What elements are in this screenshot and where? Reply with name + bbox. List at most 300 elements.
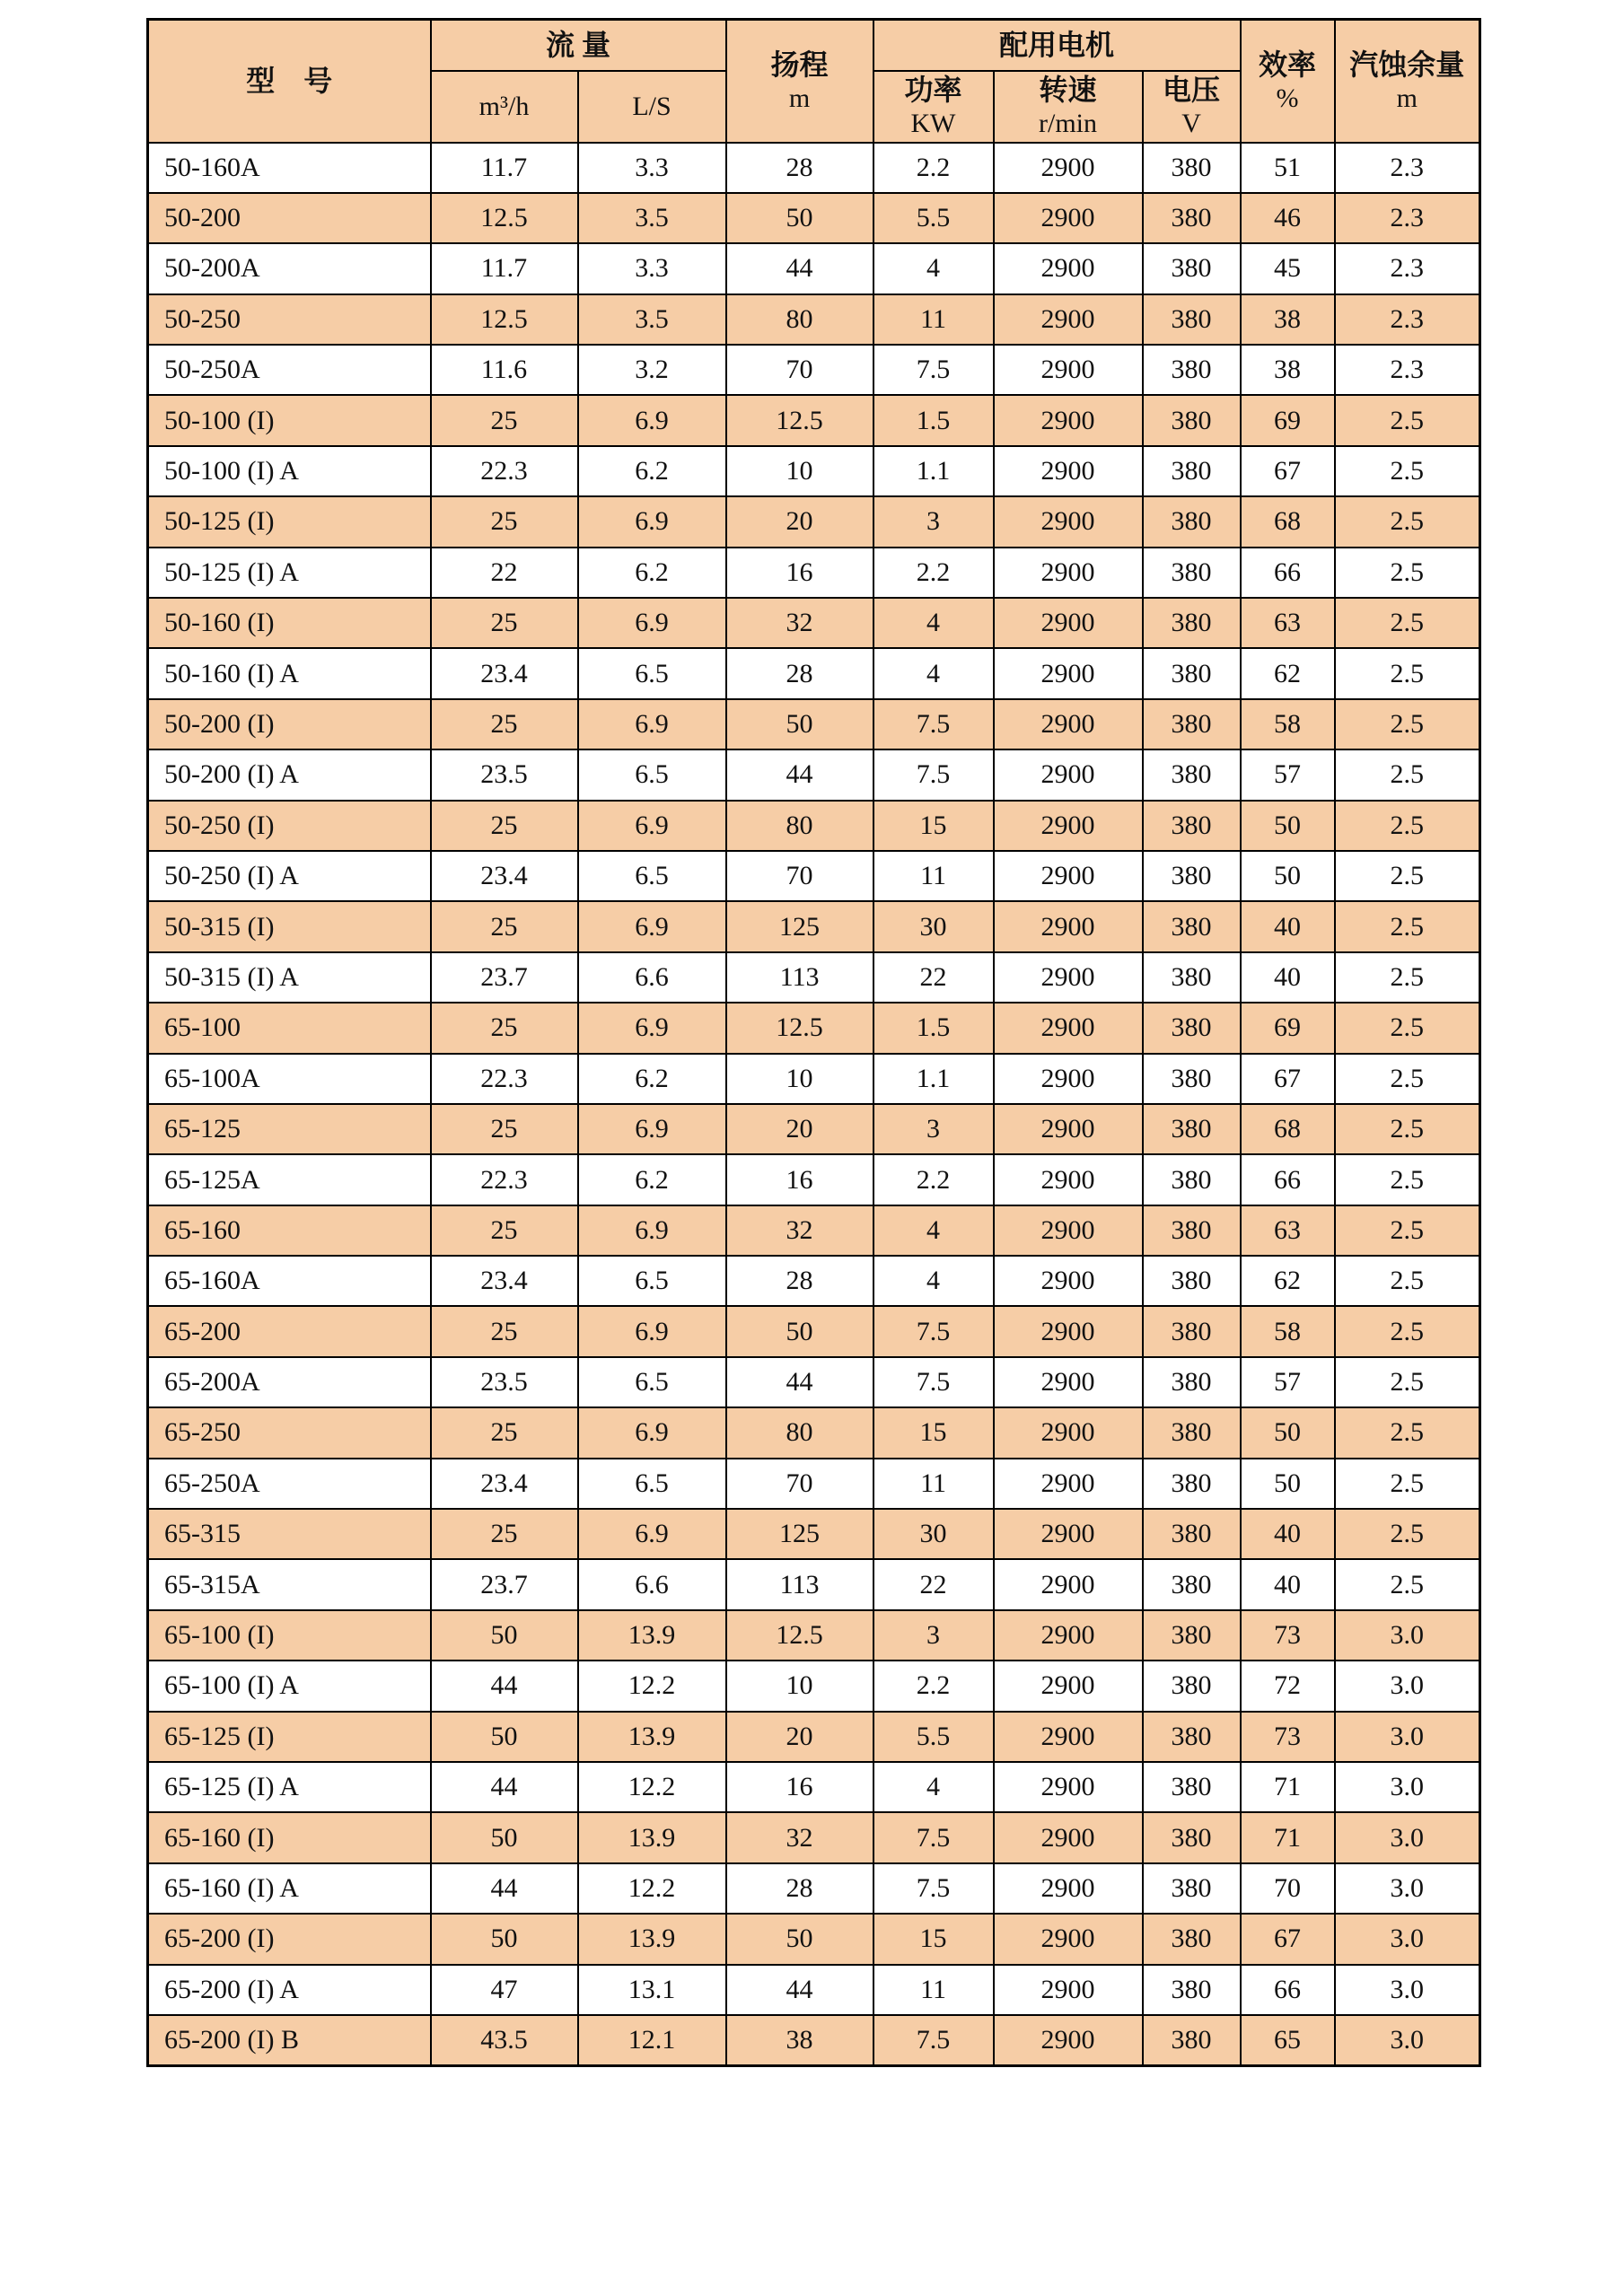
table-row	[148, 294, 1480, 345]
table-row	[148, 1762, 1480, 1812]
cell-head: 113	[726, 1559, 873, 1609]
cell-power: 5.5	[873, 193, 994, 243]
header-npsh	[1335, 20, 1480, 143]
cell-power: 15	[873, 1407, 994, 1458]
table-row	[148, 1154, 1480, 1205]
cell-efficiency: 67	[1241, 1914, 1335, 1964]
cell-flow-ls: 13.9	[578, 1610, 726, 1661]
cell-efficiency: 70	[1241, 1863, 1335, 1914]
cell-flow-m3h: 23.7	[431, 952, 578, 1003]
cell-speed: 2900	[994, 243, 1143, 294]
cell-head: 113	[726, 952, 873, 1003]
cell-npsh: 2.5	[1335, 1407, 1480, 1458]
cell-efficiency: 58	[1241, 699, 1335, 749]
cell-head: 32	[726, 598, 873, 648]
cell-npsh: 2.5	[1335, 851, 1480, 901]
cell-flow-ls: 6.9	[578, 1306, 726, 1356]
cell-speed: 2900	[994, 851, 1143, 901]
cell-head: 10	[726, 1054, 873, 1104]
table-row	[148, 952, 1480, 1003]
cell-efficiency: 72	[1241, 1661, 1335, 1711]
cell-power: 3	[873, 1610, 994, 1661]
cell-speed: 2900	[994, 648, 1143, 698]
cell-flow-m3h: 44	[431, 1762, 578, 1812]
cell-head: 125	[726, 1509, 873, 1559]
cell-efficiency: 68	[1241, 1104, 1335, 1154]
cell-speed: 2900	[994, 1054, 1143, 1104]
cell-flow-ls: 6.9	[578, 1003, 726, 1053]
cell-model: 50-100 (I)	[148, 395, 431, 445]
table-row	[148, 1003, 1480, 1053]
cell-npsh: 2.5	[1335, 598, 1480, 648]
cell-voltage: 380	[1143, 598, 1241, 648]
cell-power: 30	[873, 901, 994, 951]
cell-npsh: 3.0	[1335, 1610, 1480, 1661]
cell-head: 50	[726, 193, 873, 243]
cell-npsh: 2.5	[1335, 801, 1480, 851]
cell-speed: 2900	[994, 1306, 1143, 1356]
cell-flow-ls: 13.9	[578, 1914, 726, 1964]
cell-model: 50-315 (I)	[148, 901, 431, 951]
cell-head: 16	[726, 1154, 873, 1205]
cell-flow-ls: 6.9	[578, 496, 726, 547]
cell-voltage: 380	[1143, 1306, 1241, 1356]
cell-power: 7.5	[873, 749, 994, 800]
cell-head: 10	[726, 446, 873, 496]
cell-head: 44	[726, 243, 873, 294]
cell-speed: 2900	[994, 1914, 1143, 1964]
cell-efficiency: 62	[1241, 648, 1335, 698]
table-row	[148, 749, 1480, 800]
cell-head: 20	[726, 496, 873, 547]
cell-flow-ls: 6.9	[578, 801, 726, 851]
cell-speed: 2900	[994, 1154, 1143, 1205]
cell-efficiency: 73	[1241, 1712, 1335, 1762]
cell-speed: 2900	[994, 143, 1143, 193]
cell-efficiency: 50	[1241, 1459, 1335, 1509]
cell-model: 65-250A	[148, 1459, 431, 1509]
cell-head: 125	[726, 901, 873, 951]
cell-flow-m3h: 25	[431, 496, 578, 547]
table-row	[148, 1509, 1480, 1559]
cell-speed: 2900	[994, 294, 1143, 345]
cell-npsh: 2.5	[1335, 699, 1480, 749]
cell-npsh: 2.5	[1335, 1509, 1480, 1559]
cell-npsh: 2.5	[1335, 749, 1480, 800]
cell-model: 65-250	[148, 1407, 431, 1458]
cell-model: 50-250	[148, 294, 431, 345]
cell-speed: 2900	[994, 1712, 1143, 1762]
cell-head: 70	[726, 1459, 873, 1509]
cell-model: 50-200 (I) A	[148, 749, 431, 800]
cell-model: 50-125 (I) A	[148, 548, 431, 598]
cell-speed: 2900	[994, 345, 1143, 395]
cell-flow-ls: 6.2	[578, 548, 726, 598]
cell-speed: 2900	[994, 1104, 1143, 1154]
cell-npsh: 2.3	[1335, 294, 1480, 345]
cell-head: 70	[726, 851, 873, 901]
cell-efficiency: 67	[1241, 1054, 1335, 1104]
cell-voltage: 380	[1143, 143, 1241, 193]
cell-model: 50-160A	[148, 143, 431, 193]
cell-head: 70	[726, 345, 873, 395]
cell-efficiency: 57	[1241, 1357, 1335, 1407]
cell-model: 65-160	[148, 1205, 431, 1256]
cell-model: 50-160 (I) A	[148, 648, 431, 698]
cell-flow-ls: 6.5	[578, 1459, 726, 1509]
cell-speed: 2900	[994, 446, 1143, 496]
cell-npsh: 2.5	[1335, 548, 1480, 598]
cell-voltage: 380	[1143, 851, 1241, 901]
cell-flow-m3h: 44	[431, 1661, 578, 1711]
table-row	[148, 143, 1480, 193]
cell-power: 11	[873, 851, 994, 901]
header-model: 型 号	[148, 20, 431, 143]
cell-speed: 2900	[994, 749, 1143, 800]
cell-speed: 2900	[994, 395, 1143, 445]
cell-speed: 2900	[994, 901, 1143, 951]
cell-speed: 2900	[994, 801, 1143, 851]
cell-voltage: 380	[1143, 1459, 1241, 1509]
header-motor-voltage-unit: V	[1181, 109, 1201, 139]
cell-flow-m3h: 11.7	[431, 243, 578, 294]
table-body	[148, 143, 1480, 2066]
cell-model: 65-125 (I)	[148, 1712, 431, 1762]
pump-spec-table	[146, 18, 1481, 2067]
cell-speed: 2900	[994, 952, 1143, 1003]
cell-power: 15	[873, 1914, 994, 1964]
cell-npsh: 2.3	[1335, 143, 1480, 193]
cell-efficiency: 50	[1241, 801, 1335, 851]
cell-head: 80	[726, 1407, 873, 1458]
cell-model: 65-160 (I) A	[148, 1863, 431, 1914]
cell-efficiency: 46	[1241, 193, 1335, 243]
cell-npsh: 3.0	[1335, 1914, 1480, 1964]
cell-power: 11	[873, 1965, 994, 2015]
cell-speed: 2900	[994, 1863, 1143, 1914]
cell-flow-ls: 12.1	[578, 2015, 726, 2065]
table-row	[148, 395, 1480, 445]
cell-efficiency: 69	[1241, 395, 1335, 445]
cell-efficiency: 50	[1241, 851, 1335, 901]
cell-voltage: 380	[1143, 1610, 1241, 1661]
table-row	[148, 1863, 1480, 1914]
cell-flow-ls: 6.9	[578, 699, 726, 749]
cell-speed: 2900	[994, 1509, 1143, 1559]
table-row	[148, 598, 1480, 648]
cell-flow-m3h: 50	[431, 1812, 578, 1862]
cell-head: 12.5	[726, 1610, 873, 1661]
cell-flow-m3h: 47	[431, 1965, 578, 2015]
cell-power: 11	[873, 294, 994, 345]
cell-voltage: 380	[1143, 1559, 1241, 1609]
cell-efficiency: 67	[1241, 446, 1335, 496]
cell-efficiency: 63	[1241, 1205, 1335, 1256]
cell-head: 44	[726, 1965, 873, 2015]
header-flow-m3h: m³/h	[431, 71, 578, 143]
cell-voltage: 380	[1143, 749, 1241, 800]
cell-npsh: 2.5	[1335, 1104, 1480, 1154]
table-row	[148, 1054, 1480, 1104]
cell-flow-ls: 13.1	[578, 1965, 726, 2015]
table-row	[148, 1357, 1480, 1407]
cell-model: 50-160 (I)	[148, 598, 431, 648]
table-row	[148, 2015, 1480, 2065]
cell-speed: 2900	[994, 1256, 1143, 1306]
header-efficiency-label: 效率	[1259, 48, 1317, 81]
cell-head: 28	[726, 143, 873, 193]
cell-npsh: 2.3	[1335, 243, 1480, 294]
header-flow: 流 量	[431, 20, 726, 71]
cell-npsh: 2.3	[1335, 193, 1480, 243]
cell-flow-ls: 6.5	[578, 1256, 726, 1306]
cell-power: 4	[873, 1762, 994, 1812]
cell-efficiency: 58	[1241, 1306, 1335, 1356]
cell-head: 32	[726, 1812, 873, 1862]
header-head-unit: m	[788, 83, 811, 113]
cell-flow-m3h: 50	[431, 1712, 578, 1762]
cell-flow-ls: 3.3	[578, 243, 726, 294]
header-motor-speed-unit: r/min	[1039, 109, 1098, 139]
cell-head: 20	[726, 1104, 873, 1154]
cell-power: 7.5	[873, 345, 994, 395]
cell-head: 44	[726, 749, 873, 800]
cell-model: 50-200 (I)	[148, 699, 431, 749]
cell-model: 50-100 (I) A	[148, 446, 431, 496]
table-row	[148, 1459, 1480, 1509]
cell-head: 10	[726, 1661, 873, 1711]
cell-flow-ls: 13.9	[578, 1712, 726, 1762]
table-row	[148, 1610, 1480, 1661]
header-npsh-label: 汽蚀余量	[1349, 48, 1465, 81]
cell-speed: 2900	[994, 1610, 1143, 1661]
cell-power: 1.1	[873, 446, 994, 496]
cell-voltage: 380	[1143, 1054, 1241, 1104]
cell-npsh: 2.5	[1335, 952, 1480, 1003]
cell-npsh: 2.5	[1335, 1205, 1480, 1256]
table-row	[148, 345, 1480, 395]
cell-flow-m3h: 22	[431, 548, 578, 598]
table-row	[148, 901, 1480, 951]
cell-flow-ls: 6.5	[578, 648, 726, 698]
cell-flow-m3h: 22.3	[431, 446, 578, 496]
cell-head: 44	[726, 1357, 873, 1407]
cell-flow-m3h: 25	[431, 1003, 578, 1053]
cell-flow-m3h: 12.5	[431, 294, 578, 345]
cell-model: 50-200A	[148, 243, 431, 294]
cell-model: 65-200A	[148, 1357, 431, 1407]
cell-efficiency: 40	[1241, 952, 1335, 1003]
cell-voltage: 380	[1143, 1104, 1241, 1154]
cell-power: 7.5	[873, 1863, 994, 1914]
table-row	[148, 496, 1480, 547]
cell-power: 3	[873, 496, 994, 547]
header-motor-power-unit: KW	[910, 109, 956, 139]
table-row	[148, 1965, 1480, 2015]
header-npsh-unit: m	[1396, 83, 1418, 113]
cell-speed: 2900	[994, 1762, 1143, 1812]
cell-power: 1.1	[873, 1054, 994, 1104]
cell-efficiency: 40	[1241, 1509, 1335, 1559]
table-row	[148, 1104, 1480, 1154]
header-motor-voltage-label: 电压	[1163, 73, 1221, 106]
cell-voltage: 380	[1143, 395, 1241, 445]
cell-voltage: 380	[1143, 1256, 1241, 1306]
cell-voltage: 380	[1143, 1357, 1241, 1407]
cell-speed: 2900	[994, 1357, 1143, 1407]
cell-model: 50-250 (I)	[148, 801, 431, 851]
cell-npsh: 2.5	[1335, 1559, 1480, 1609]
cell-flow-ls: 3.3	[578, 143, 726, 193]
header-flow-ls: L/S	[578, 71, 726, 143]
cell-model: 65-200 (I) A	[148, 1965, 431, 2015]
cell-flow-m3h: 25	[431, 395, 578, 445]
cell-speed: 2900	[994, 1559, 1143, 1609]
cell-voltage: 380	[1143, 1205, 1241, 1256]
cell-flow-m3h: 11.7	[431, 143, 578, 193]
cell-model: 50-315 (I) A	[148, 952, 431, 1003]
table-row	[148, 1661, 1480, 1711]
cell-npsh: 3.0	[1335, 1965, 1480, 2015]
cell-npsh: 2.5	[1335, 1154, 1480, 1205]
cell-efficiency: 40	[1241, 1559, 1335, 1609]
table-row	[148, 548, 1480, 598]
cell-power: 15	[873, 801, 994, 851]
table-row	[148, 1559, 1480, 1609]
cell-flow-ls: 6.9	[578, 395, 726, 445]
cell-flow-ls: 6.5	[578, 1357, 726, 1407]
cell-npsh: 2.5	[1335, 395, 1480, 445]
cell-voltage: 380	[1143, 901, 1241, 951]
cell-efficiency: 38	[1241, 294, 1335, 345]
cell-flow-m3h: 25	[431, 1205, 578, 1256]
cell-flow-ls: 6.5	[578, 851, 726, 901]
cell-flow-ls: 6.6	[578, 952, 726, 1003]
cell-model: 65-100A	[148, 1054, 431, 1104]
header-efficiency-unit: %	[1276, 83, 1299, 113]
cell-model: 65-125A	[148, 1154, 431, 1205]
cell-flow-m3h: 23.4	[431, 648, 578, 698]
cell-voltage: 380	[1143, 294, 1241, 345]
cell-power: 7.5	[873, 1306, 994, 1356]
cell-npsh: 2.5	[1335, 446, 1480, 496]
cell-npsh: 3.0	[1335, 1661, 1480, 1711]
cell-speed: 2900	[994, 699, 1143, 749]
table-row	[148, 1407, 1480, 1458]
cell-npsh: 2.5	[1335, 1306, 1480, 1356]
cell-flow-m3h: 44	[431, 1863, 578, 1914]
cell-npsh: 3.0	[1335, 1812, 1480, 1862]
cell-npsh: 2.5	[1335, 1054, 1480, 1104]
cell-voltage: 380	[1143, 496, 1241, 547]
cell-model: 65-100 (I)	[148, 1610, 431, 1661]
table-row	[148, 851, 1480, 901]
cell-flow-ls: 6.9	[578, 1407, 726, 1458]
cell-flow-m3h: 23.4	[431, 1256, 578, 1306]
cell-model: 65-315	[148, 1509, 431, 1559]
cell-npsh: 2.5	[1335, 648, 1480, 698]
cell-flow-m3h: 25	[431, 1104, 578, 1154]
cell-flow-m3h: 23.5	[431, 749, 578, 800]
header-motor-speed-label: 转速	[1039, 73, 1097, 106]
cell-voltage: 380	[1143, 801, 1241, 851]
table-row	[148, 446, 1480, 496]
cell-efficiency: 50	[1241, 1407, 1335, 1458]
cell-model: 50-200	[148, 193, 431, 243]
header-head	[726, 20, 873, 143]
cell-head: 38	[726, 2015, 873, 2065]
cell-flow-m3h: 22.3	[431, 1154, 578, 1205]
cell-flow-ls: 6.9	[578, 1509, 726, 1559]
cell-flow-ls: 6.2	[578, 446, 726, 496]
cell-voltage: 380	[1143, 243, 1241, 294]
cell-head: 16	[726, 1762, 873, 1812]
cell-speed: 2900	[994, 1459, 1143, 1509]
cell-npsh: 2.5	[1335, 901, 1480, 951]
cell-flow-m3h: 25	[431, 598, 578, 648]
cell-npsh: 3.0	[1335, 1712, 1480, 1762]
cell-model: 65-200 (I) B	[148, 2015, 431, 2065]
cell-flow-m3h: 43.5	[431, 2015, 578, 2065]
cell-head: 50	[726, 699, 873, 749]
cell-voltage: 380	[1143, 699, 1241, 749]
header-motor-speed	[994, 71, 1143, 143]
cell-head: 80	[726, 294, 873, 345]
cell-head: 16	[726, 548, 873, 598]
cell-head: 12.5	[726, 1003, 873, 1053]
table-row	[148, 648, 1480, 698]
cell-flow-m3h: 25	[431, 901, 578, 951]
header-motor-power-label: 功率	[904, 73, 962, 106]
cell-npsh: 2.5	[1335, 1003, 1480, 1053]
cell-flow-m3h: 50	[431, 1914, 578, 1964]
header-motor-voltage	[1143, 71, 1241, 143]
cell-model: 65-125	[148, 1104, 431, 1154]
cell-model: 65-200 (I)	[148, 1914, 431, 1964]
cell-power: 7.5	[873, 1812, 994, 1862]
cell-speed: 2900	[994, 193, 1143, 243]
cell-power: 4	[873, 1256, 994, 1306]
cell-efficiency: 62	[1241, 1256, 1335, 1306]
cell-flow-m3h: 22.3	[431, 1054, 578, 1104]
header-motor: 配用电机	[873, 20, 1241, 71]
table-row	[148, 699, 1480, 749]
cell-efficiency: 68	[1241, 496, 1335, 547]
cell-flow-ls: 6.9	[578, 598, 726, 648]
cell-flow-ls: 12.2	[578, 1762, 726, 1812]
table-row	[148, 1205, 1480, 1256]
cell-power: 7.5	[873, 2015, 994, 2065]
cell-flow-ls: 6.9	[578, 901, 726, 951]
cell-power: 4	[873, 598, 994, 648]
table-row	[148, 1306, 1480, 1356]
cell-efficiency: 57	[1241, 749, 1335, 800]
cell-head: 28	[726, 1256, 873, 1306]
cell-efficiency: 66	[1241, 548, 1335, 598]
cell-flow-m3h: 25	[431, 1407, 578, 1458]
cell-speed: 2900	[994, 1205, 1143, 1256]
cell-power: 5.5	[873, 1712, 994, 1762]
table-row	[148, 243, 1480, 294]
cell-flow-ls: 6.9	[578, 1205, 726, 1256]
cell-flow-ls: 6.5	[578, 749, 726, 800]
cell-head: 32	[726, 1205, 873, 1256]
cell-power: 22	[873, 952, 994, 1003]
cell-efficiency: 71	[1241, 1762, 1335, 1812]
cell-speed: 2900	[994, 2015, 1143, 2065]
cell-flow-m3h: 23.7	[431, 1559, 578, 1609]
cell-voltage: 380	[1143, 1661, 1241, 1711]
